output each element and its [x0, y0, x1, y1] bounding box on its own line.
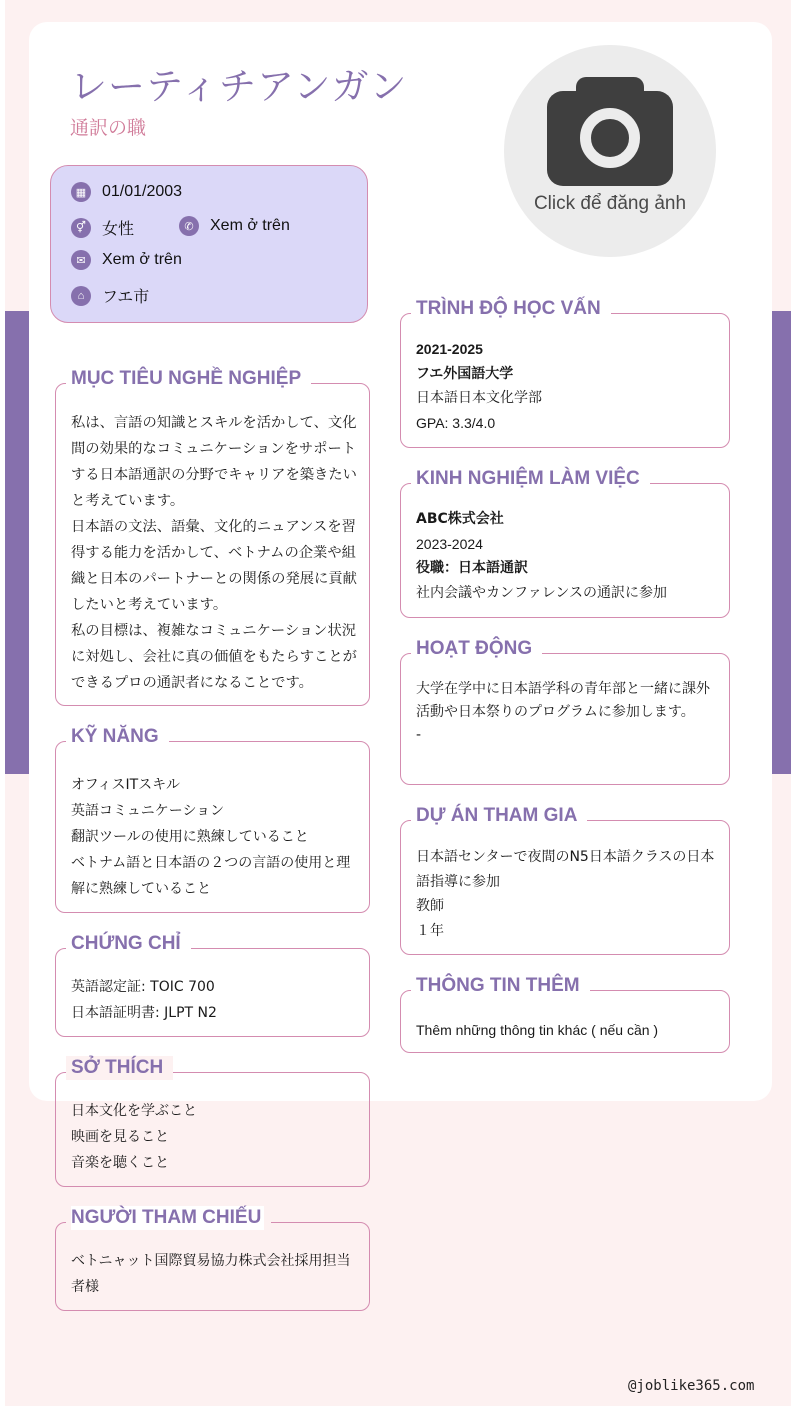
- email-row[interactable]: [71, 250, 182, 270]
- section-title[interactable]: KINH NGHIỆM LÀM VIỆC: [411, 467, 650, 491]
- objective-paragraph: 日本語の文法、語彙、文化的ニュアンスを習得する能力を活かして、ベトナムの企業や組織と日本のパートナーとの関係の発展に貢献したいと考えています。: [71, 519, 357, 613]
- email-value[interactable]: Xem ở trên: [102, 251, 182, 268]
- project-role: 教師: [416, 898, 444, 914]
- project-text: 日本語センターで夜間のN5日本語クラスの日本語指導に参加: [416, 849, 715, 890]
- education-gpa: GPA: 3.3/4.0: [416, 414, 496, 431]
- education-years: 2021-2025: [416, 341, 483, 357]
- address-row[interactable]: [71, 284, 149, 307]
- section-title[interactable]: NGƯỜI THAM CHIẾU: [66, 1206, 271, 1230]
- hobby-item: 音楽を聴くこと: [71, 1155, 169, 1171]
- experience-description: 社内会議やカンファレンスの通訳に参加: [416, 584, 667, 601]
- hobbies-section: [55, 1057, 370, 1187]
- avatar-caption: Click để đăng ảnh: [533, 193, 687, 214]
- camera-lens: [580, 108, 640, 168]
- gender-row[interactable]: [71, 216, 134, 239]
- certificate-item: 英語認定証: TOIC 700: [71, 979, 215, 995]
- section-body[interactable]: [71, 1248, 357, 1300]
- gender-value[interactable]: 女性: [102, 219, 135, 238]
- projects-section: [400, 805, 730, 955]
- section-title[interactable]: MỤC TIÊU NGHỀ NGHIỆP: [66, 367, 311, 391]
- additional-text: Thêm những thông tin khác ( nếu cần ): [416, 1022, 659, 1038]
- section-title[interactable]: SỞ THÍCH: [66, 1056, 173, 1080]
- skill-item: 翻訳ツールの使用に熟練していること: [71, 829, 309, 845]
- skill-item: 英語コミュニケーション: [71, 803, 225, 819]
- calendar-icon: ▦: [71, 182, 91, 202]
- gender-icon: ⚥: [71, 218, 91, 238]
- section-body[interactable]: [416, 845, 717, 943]
- section-body[interactable]: [416, 678, 717, 747]
- birthdate-value[interactable]: 01/01/2003: [102, 183, 183, 200]
- job-title[interactable]: 通訳の職: [70, 117, 147, 139]
- address-value[interactable]: フエ市: [102, 287, 150, 306]
- section-title[interactable]: KỸ NĂNG: [66, 725, 169, 749]
- skill-item: ベトナム語と日本語の２つの言語の使用と理解に熟練していること: [71, 855, 351, 897]
- section-body[interactable]: [71, 772, 357, 902]
- section-body[interactable]: [71, 410, 357, 696]
- education-section: [400, 298, 730, 448]
- certificate-item: 日本語証明書: JLPT N2: [71, 1005, 217, 1021]
- education-major: 日本語日本文化学部: [416, 390, 542, 406]
- references-section: [55, 1207, 370, 1311]
- section-body[interactable]: [416, 1017, 717, 1043]
- section-title[interactable]: DỰ ÁN THAM GIA: [411, 804, 587, 828]
- experience-company: ABC株式会社: [416, 511, 504, 527]
- activities-text: 大学在学中に日本語学科の青年部と一緒に課外活動や日本祭りのプログラムに参加します。: [416, 681, 710, 720]
- hobby-item: 日本文化を学ぶこと: [71, 1103, 197, 1119]
- education-school: フエ外国語大学: [416, 365, 514, 382]
- section-body[interactable]: [71, 974, 357, 1026]
- section-body[interactable]: [416, 337, 717, 435]
- reference-text: ベトニャット国際貿易協力株式会社採用担当者様: [71, 1253, 351, 1295]
- skill-item: オフィスITスキル: [71, 777, 181, 793]
- objective-paragraph: 私は、言語の知識とスキルを活かして、文化間の効果的なコミュニケーションをサポートする日本語通訳の分野でキャリアを築きたいと考えています。: [71, 415, 357, 509]
- experience-years: 2023-2024: [416, 535, 483, 552]
- section-title[interactable]: TRÌNH ĐỘ HỌC VẤN: [411, 297, 611, 321]
- watermark: @joblike365.com: [628, 1378, 755, 1394]
- left-accent-band: [5, 311, 29, 774]
- phone-row[interactable]: [179, 216, 290, 236]
- additional-info-section: [400, 975, 730, 1053]
- experience-section: [400, 468, 730, 618]
- section-title[interactable]: HOẠT ĐỘNG: [411, 637, 542, 661]
- phone-icon: ✆: [179, 216, 199, 236]
- project-duration: １年: [416, 922, 444, 939]
- activities-extra: -: [416, 727, 422, 743]
- personal-info-box: [50, 165, 368, 323]
- experience-role: 役職：日本語通訳: [416, 560, 528, 576]
- section-body[interactable]: [416, 507, 717, 605]
- email-icon: ✉: [71, 250, 91, 270]
- section-body[interactable]: [71, 1098, 357, 1176]
- right-accent-band: [772, 311, 791, 774]
- avatar-upload[interactable]: [504, 45, 716, 257]
- birthdate-row[interactable]: [71, 182, 182, 202]
- section-title[interactable]: THÔNG TIN THÊM: [411, 974, 590, 998]
- skills-section: [55, 726, 370, 913]
- section-title[interactable]: CHỨNG CHỈ: [66, 932, 191, 956]
- objective-paragraph: 私の目標は、複雑なコミュニケーション状況に対処し、会社に真の価値をもたらすことができるプロの通訳者になることです。: [71, 623, 357, 691]
- home-icon: ⌂: [71, 286, 91, 306]
- certificates-section: [55, 933, 370, 1037]
- career-objective-section: [55, 368, 370, 706]
- candidate-name[interactable]: レーティチアンガン: [70, 65, 408, 108]
- activities-section: [400, 638, 730, 785]
- phone-value[interactable]: Xem ở trên: [210, 217, 290, 234]
- hobby-item: 映画を見ること: [71, 1129, 169, 1145]
